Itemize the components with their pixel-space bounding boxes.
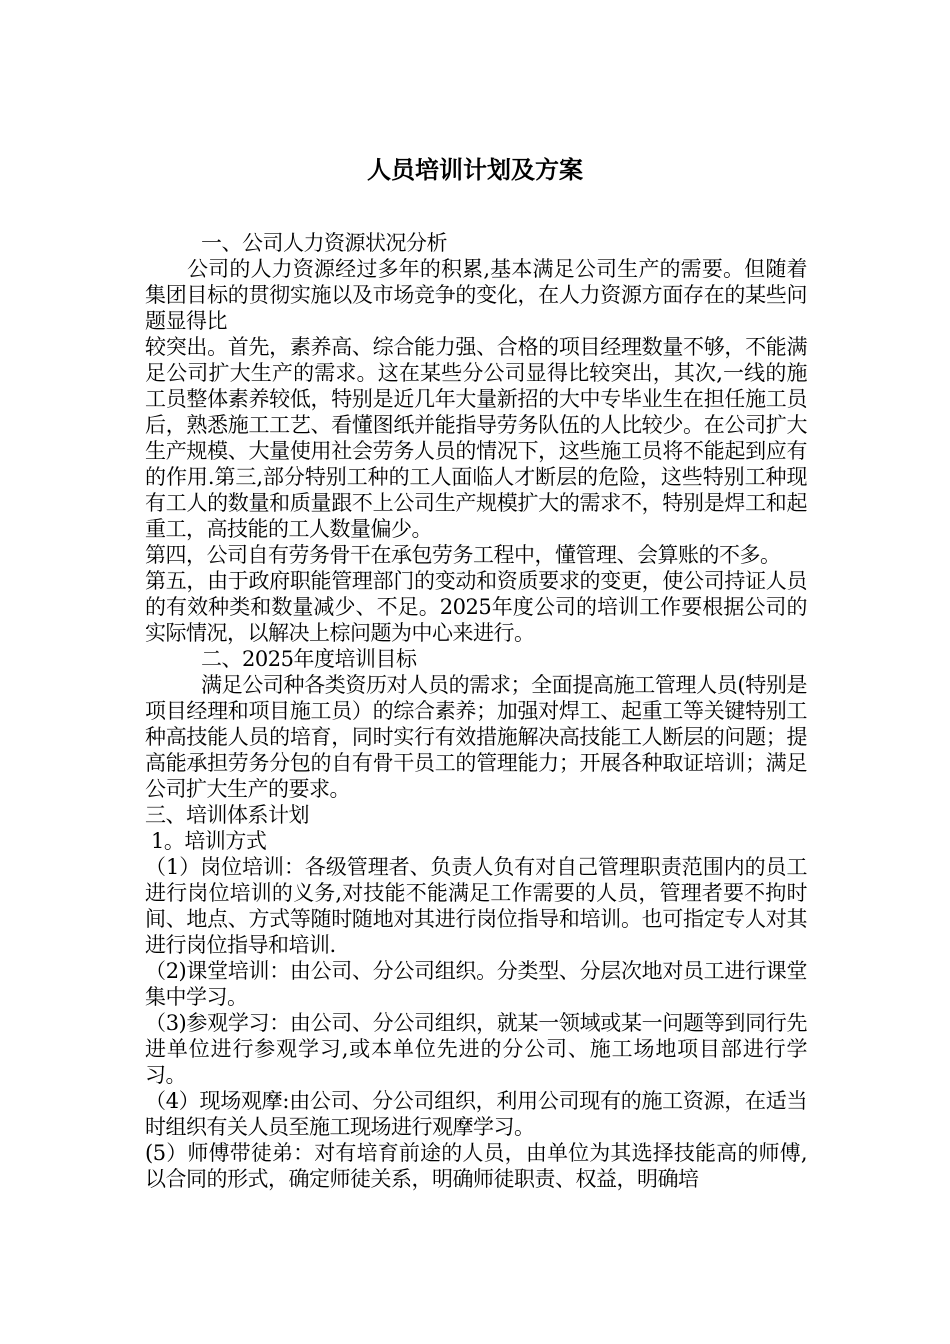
section-heading-1: 一、公司人力资源状况分析 [201,231,447,255]
document-title: 人员培训计划及方案 [367,155,583,184]
paragraph-2: 较突出。首先，素养高、综合能力强、合格的项目经理数量不够，不能满足公司扩大生产的需求。这在某些分公司显得比较突出，其次,一线的施工员整体素养较低，特别是近几年大量新招的大中专毕业生在担任施工员后，熟悉施工工艺、看懂图纸并能指导劳务队伍的人比较少。在公司扩大生产规模、大量使用社会劳务人员的情况下，这些施工员将不能起到应有的作用.第三,部分特别工种的工人面临人才断层的危险，这些特别工种现有工人的数量和质量跟不上公司生产规模扩大的需求不，特别是焊工和起重工，高技能的工人数量偏少。 [145,335,807,541]
section-heading-2: 二、2025年度培训目标 [201,647,417,671]
section-heading-3: 三、培训体系计划 [145,803,309,827]
list-item-2: （2)课堂培训：由公司、分公司组织。分类型、分层次地对员工进行课堂集中学习。 [145,959,807,1009]
list-item-3: （3)参观学习：由公司、分公司组织，就某一领域或某一问题等到同行先进单位进行参观学习,或本单位先进的分公司、施工场地项目部进行学习。 [145,1011,807,1087]
subheading-1: 1。培训方式 [151,829,267,853]
list-item-5: (5）师傅带徒弟：对有培育前途的人员，由单位为其选择技能高的师傅,以合同的形式，确定师徒关系，明确师徒职责、权益，明确培 [145,1141,807,1191]
document-body [145,230,807,1192]
paragraph-3: 第四，公司自有劳务骨干在承包劳务工程中，懂管理、会算账的不多。 [145,543,781,567]
list-item-1: （1）岗位培训：各级管理者、负责人负有对自己管理职责范围内的员工进行岗位培训的义务,对技能不能满足工作需要的人员，管理者要不拘时间、地点、方式等随时随地对其进行岗位指导和培训。也可指定专人对其进行岗位指导和培训. [145,855,807,957]
paragraph-1: 公司的人力资源经过多年的积累,基本满足公司生产的需要。但随着集团目标的贯彻实施以及市场竞争的变化，在人力资源方面存在的某些问题显得比 [145,257,807,333]
list-item-4: （4）现场观摩:由公司、分公司组织，利用公司现有的施工资源，在适当时组织有关人员至施工现场进行观摩学习。 [145,1089,807,1139]
paragraph-5: 满足公司种各类资历对人员的需求；全面提高施工管理人员(特别是项目经理和项目施工员）的综合素养；加强对焊工、起重工等关键特别工种高技能人员的培育，同时实行有效措施解决高技能工人断层的问题；提高能承担劳务分包的自有骨干员工的管理能力；开展各种取证培训；满足公司扩大生产的要求。 [145,673,807,801]
paragraph-4: 第五，由于政府职能管理部门的变动和资质要求的变更，使公司持证人员的有效种类和数量减少、不足。2025年度公司的培训工作要根据公司的实际情况，以解决上棕问题为中心来进行。 [145,569,807,645]
